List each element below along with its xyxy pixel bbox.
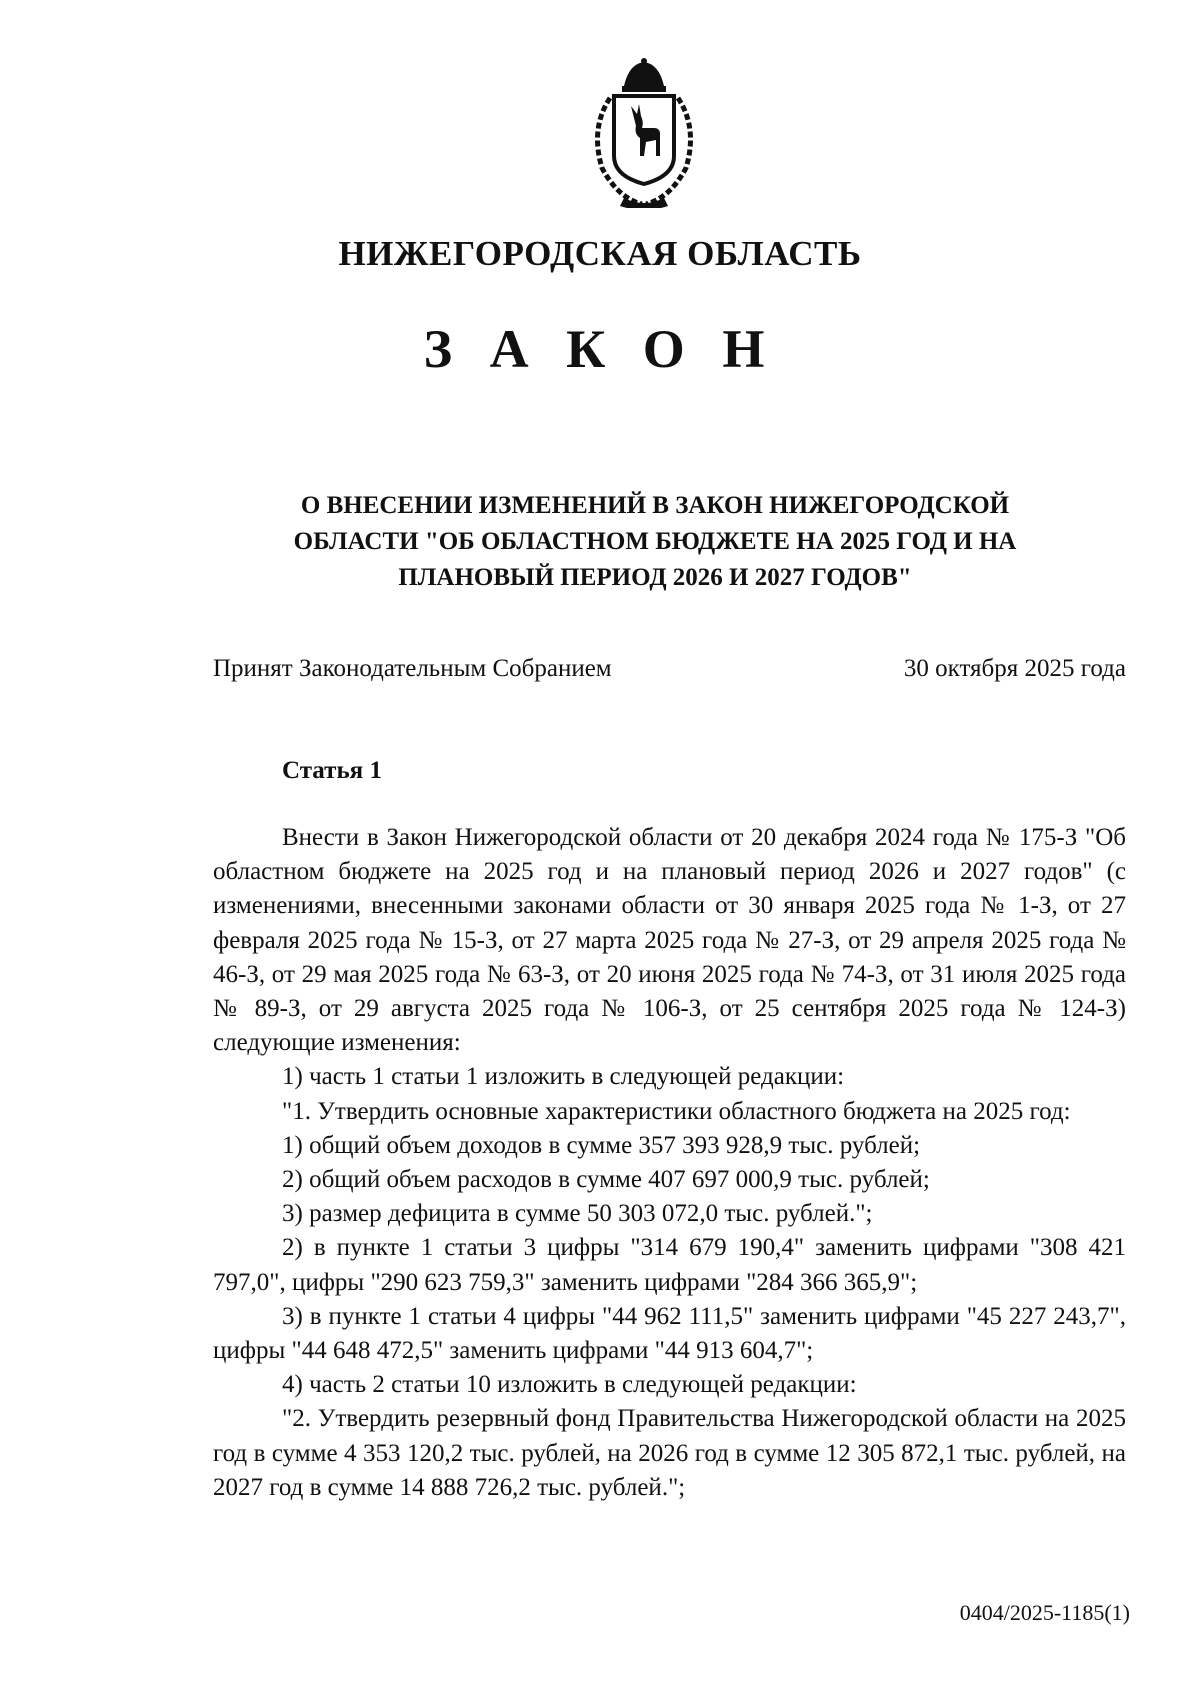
article-paragraph: Внести в Закон Нижегородской области от 20 декабря 2024 года № 175-З "Об областном бюджете на 2025 год и на плановый период 2026 и 2027 годов" (с изменениями, внесенными законами области от 30 января 2025 года № 1-З, от 27 февраля 2025 года № 15-З, от 27 марта 2025 года № 27-З, от 29 апреля 2025 года № 46-З, от 29 мая 2025 года № 63-З, от 20 июня 2025 года № 74-З, от 31 июля 2025 года № 89-З, от 29 августа 2025 года № 106-З, от 25 сентября 2025 года № 124-З) следующие изменения: [213,824,1126,1057]
adoption-line [213,655,1126,683]
law-title: З А К О Н [423,319,777,379]
article-paragraph: 3) размер дефицита в сумме 50 303 072,0 тыс. рублей."; [282,1200,873,1228]
law-subject-line: ОБЛАСТИ "ОБ ОБЛАСТНОМ БЮДЖЕТЕ НА 2025 ГОД И НА [293,528,1017,555]
article-paragraph: 3) в пункте 1 статьи 4 цифры "44 962 111,5" заменить цифрами "45 227 243,7", цифры "44 648 472,5" заменить цифрами "44 913 604,7"; [213,1302,1126,1365]
article-paragraph: "2. Утвердить резервный фонд Правительства Нижегородской области на 2025 год в сумме 4 353 120,2 тыс. рублей, на 2026 год в сумме 12 305 872,1 тыс. рублей, на 2027 год в сумме 14 888 726,2 тыс. рублей."; [213,1405,1126,1501]
article-heading: Статья 1 [282,757,382,784]
article-paragraph: "1. Утвердить основные характеристики областного бюджета на 2025 год: [282,1097,1071,1125]
document-number: 0404/2025-1185(1) [959,1600,1130,1625]
law-subject-line: О ВНЕСЕНИИ ИЗМЕНЕНИЙ В ЗАКОН НИЖЕГОРОДСКОЙ [300,492,1010,519]
law-subject-line: ПЛАНОВЫЙ ПЕРИОД 2026 И 2027 ГОДОВ" [398,564,912,591]
article-body [213,821,1126,1505]
article-paragraph: 2) общий объем расходов в сумме 407 697 000,9 тыс. рублей; [282,1166,930,1194]
article-paragraph: 4) часть 2 статьи 10 изложить в следующей редакции: [282,1371,857,1399]
region-title: НИЖЕГОРОДСКАЯ ОБЛАСТЬ [338,234,862,273]
law-subject [200,488,1110,596]
article-paragraph: 1) часть 1 статьи 1 изложить в следующей редакции: [282,1063,845,1091]
coat-of-arms-icon [584,58,704,208]
adoption-date: 30 октября 2025 года [903,655,1126,682]
article-paragraph: 1) общий объем доходов в сумме 357 393 928,9 тыс. рублей; [282,1131,921,1159]
adoption-label: Принят Законодательным Собранием [213,655,612,682]
article-paragraph: 2) в пункте 1 статьи 3 цифры "314 679 190,4" заменить цифрами "308 421 797,0", цифры "290 623 759,3" заменить цифрами "284 366 365,9"; [213,1234,1126,1296]
